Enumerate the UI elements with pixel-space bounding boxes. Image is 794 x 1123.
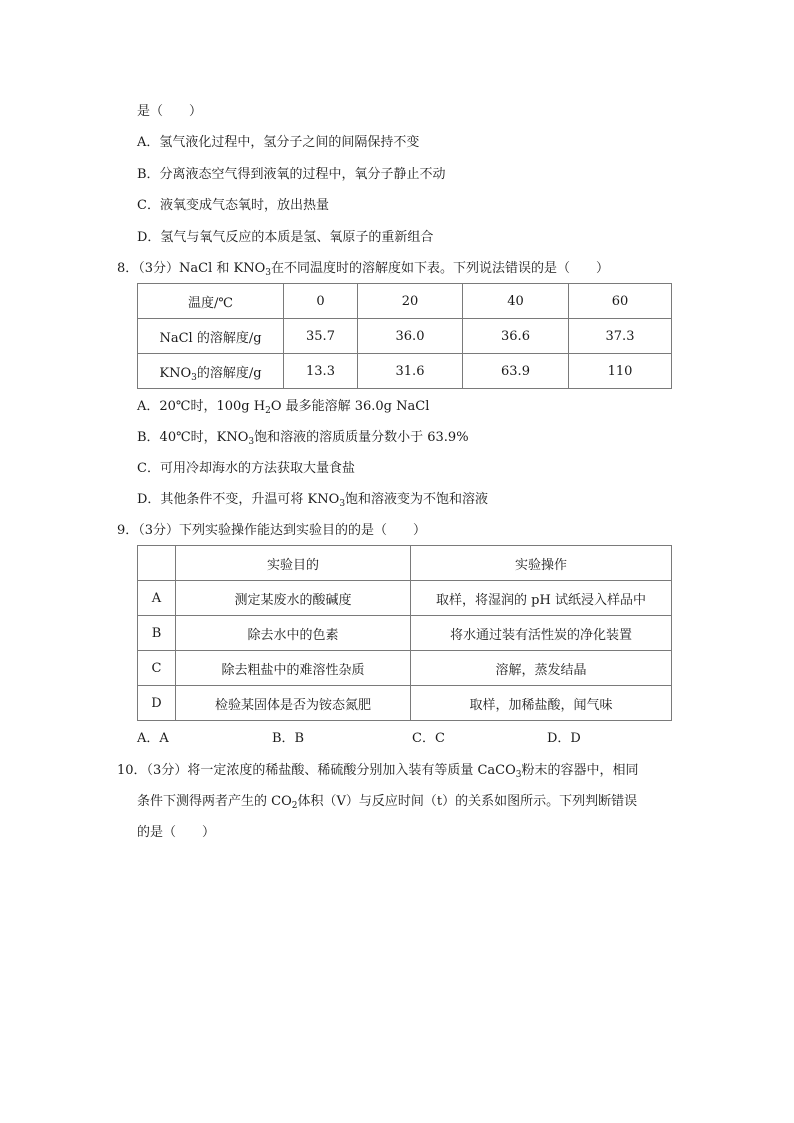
table-row [138, 284, 672, 319]
q9-choice-b: B．B [272, 731, 305, 746]
table-cell: 110 [569, 354, 672, 389]
q9-choice-c: C．C [412, 731, 445, 746]
table-row [138, 546, 672, 581]
table-cell: 35.7 [284, 319, 358, 354]
table-cell: D [138, 686, 176, 721]
table-row [138, 651, 672, 686]
table-cell: 63.9 [463, 354, 569, 389]
q8-option-a: A．20℃时，100g $H_2O$ 最多能溶解 36.0g NaCl [137, 399, 430, 416]
table-cell: 取样，将湿润的 pH 试纸浸入样品中 [411, 581, 672, 616]
table-cell: 36.6 [463, 319, 569, 354]
table-cell: 60 [569, 284, 672, 319]
q10-stem-line3: 的是（ ） [137, 825, 216, 840]
table-cell: 13.3 [284, 354, 358, 389]
q8-option-c: C．可用冷却海水的方法获取大量食盐 [137, 461, 355, 476]
q7-option-b: B．分离液态空气得到液氧的过程中，氧分子静止不动 [137, 167, 446, 182]
table-cell: 实验操作 [411, 546, 672, 581]
table-cell: C [138, 651, 176, 686]
table-row [138, 581, 672, 616]
q8-option-d: D．其他条件不变，升温可将 $KNO_3$饱和溶液变为不饱和溶液 [137, 492, 489, 509]
table-cell: 实验目的 [176, 546, 411, 581]
q9-stem: 9．（3分）下列实验操作能达到实验目的的是（ ） [117, 523, 427, 538]
table-cell: 取样，加稀盐酸，闻气味 [411, 686, 672, 721]
table-cell: 测定某废水的酸碱度 [176, 581, 411, 616]
table-row [138, 354, 672, 389]
solubility-table [137, 283, 672, 389]
table-cell: 除去粗盐中的难溶性杂质 [176, 651, 411, 686]
experiment-table [137, 545, 672, 721]
q7-stem-tail: 是（ ） [137, 104, 203, 119]
table-cell: 温度/℃ [138, 284, 284, 319]
table-cell: 溶解，蒸发结晶 [411, 651, 672, 686]
q9-choice-a: A．A [137, 731, 169, 746]
q7-option-a: A．氢气液化过程中，氢分子之间的间隔保持不变 [137, 135, 420, 150]
table-cell: A [138, 581, 176, 616]
q7-option-c: C．液氧变成气态氧时，放出热量 [137, 198, 329, 213]
table-cell: 31.6 [358, 354, 463, 389]
q10-stem-line1: 10．（3分）将一定浓度的稀盐酸、稀硫酸分别加入装有等质量 CaCO$_3$粉末的容器中，相同 [117, 763, 639, 780]
q10-stem-line2: 条件下测得两者产生的 $CO_2$体积（V）与反应时间（t）的关系如图所示。下列判断错误 [137, 794, 638, 811]
q8-stem: 8．（3分）NaCl 和 $KNO_3$在不同温度时的溶解度如下表。下列说法错误的是（ ） [117, 261, 610, 278]
table-cell [138, 546, 176, 581]
table-cell: 将水通过装有活性炭的净化装置 [411, 616, 672, 651]
table-cell: 除去水中的色素 [176, 616, 411, 651]
table-cell: 20 [358, 284, 463, 319]
table-cell: $KNO_3$的溶解度/g [138, 354, 284, 389]
table-cell: 检验某固体是否为铵态氮肥 [176, 686, 411, 721]
table-cell: NaCl 的溶解度/g [138, 319, 284, 354]
q8-option-b: B．40℃时，$KNO_3$饱和溶液的溶质质量分数小于 63.9% [137, 430, 469, 447]
table-cell: B [138, 616, 176, 651]
table-cell: 40 [463, 284, 569, 319]
table-row [138, 616, 672, 651]
q9-choice-d: D．D [547, 731, 581, 746]
table-cell: 37.3 [569, 319, 672, 354]
table-row [138, 319, 672, 354]
table-cell: 36.0 [358, 319, 463, 354]
table-cell: 0 [284, 284, 358, 319]
q7-option-d: D．氢气与氧气反应的本质是氢、氧原子的重新组合 [137, 230, 434, 245]
table-row [138, 686, 672, 721]
